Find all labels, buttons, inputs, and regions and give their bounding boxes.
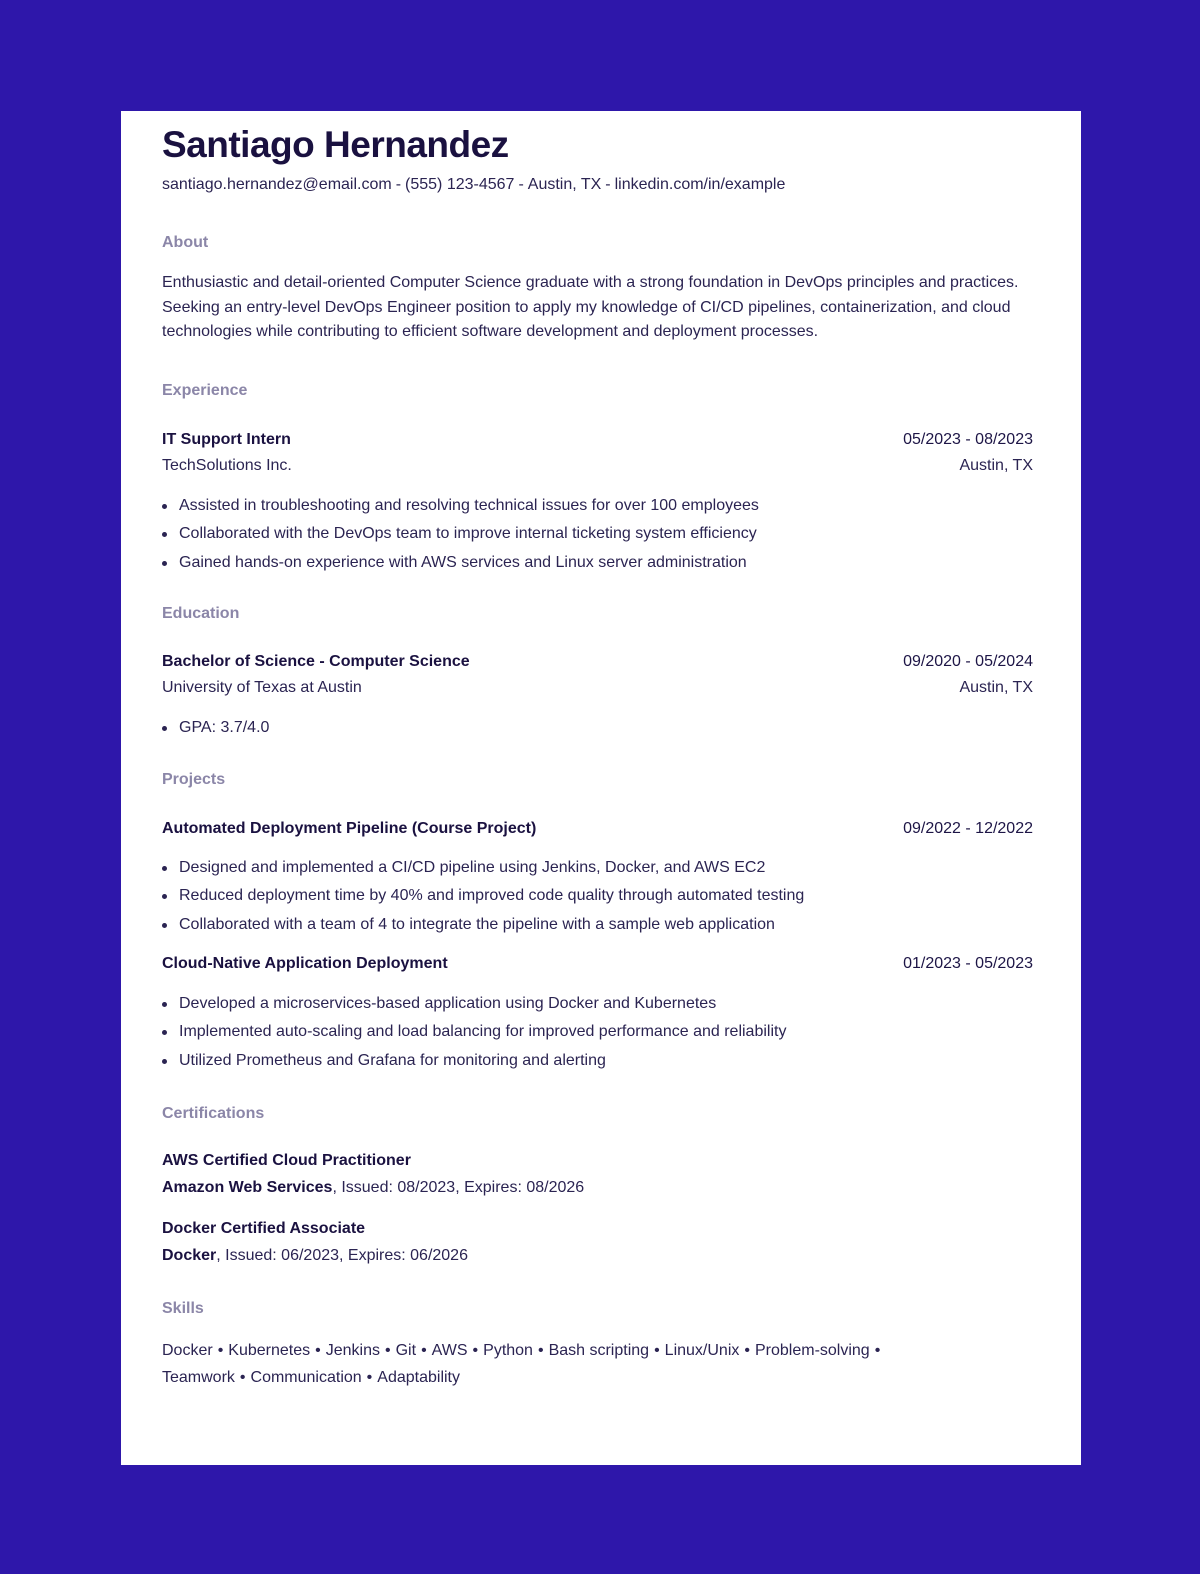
list-item: Collaborated with a team of 4 to integrate the pipeline with a sample web application <box>162 914 1033 936</box>
location: Austin, TX <box>527 176 602 193</box>
certification-details-line <box>162 1245 1033 1267</box>
skill-tag: Bash scripting <box>548 1341 650 1359</box>
list-item: Collaborated with the DevOps team to improve internal ticketing system efficiency <box>162 523 1033 545</box>
certification-issuer: Amazon Web Services <box>162 1178 333 1196</box>
education-bullets <box>162 717 1033 739</box>
certification-details: , Issued: 08/2023, Expires: 08/2026 <box>332 1178 585 1196</box>
skill-tag: Kubernetes <box>228 1341 311 1359</box>
project-dates: 09/2022 - 12/2022 <box>903 819 1033 837</box>
list-item: Reduced deployment time by 40% and improved code quality through automated testing <box>162 885 1033 907</box>
company-name: TechSolutions Inc. <box>162 456 292 474</box>
certifications-heading: Certifications <box>162 1104 265 1122</box>
school-location: Austin, TX <box>959 678 1033 696</box>
certification-issuer: Docker <box>162 1246 217 1264</box>
phone-number: (555) 123-4567 <box>405 176 515 193</box>
list-item: Utilized Prometheus and Grafana for monitoring and alerting <box>162 1050 1033 1072</box>
certification-name: AWS Certified Cloud Practitioner <box>162 1151 411 1169</box>
degree: Bachelor of Science - Computer Science <box>162 652 470 670</box>
project-name: Cloud-Native Application Deployment <box>162 954 448 972</box>
about-text: Enthusiastic and detail-oriented Computer Science graduate with a strong foundation in DevOps principles and practices. Seeking an entry-level DevOps Engineer position to apply my knowledge of CI/CD pipelines, containerization, and cloud technologies while contributing to efficient software development and deployment processes. <box>162 274 1019 340</box>
certification-entry <box>162 1218 1033 1267</box>
skill-separator: • <box>421 1341 427 1359</box>
skill-separator: • <box>874 1341 881 1359</box>
skills-heading: Skills <box>162 1299 204 1317</box>
education-dates: 09/2020 - 05/2024 <box>903 652 1033 670</box>
skill-tag: Jenkins <box>325 1341 380 1359</box>
school-name: University of Texas at Austin <box>162 678 362 696</box>
list-item: GPA: 3.7/4.0 <box>162 717 1033 739</box>
contact-separator: - <box>605 176 611 193</box>
contact-line <box>162 174 1033 196</box>
skill-tag: Python <box>483 1341 533 1359</box>
job-title: IT Support Intern <box>162 430 291 448</box>
skill-separator: • <box>472 1341 479 1359</box>
skill-separator: • <box>537 1341 544 1359</box>
email-link[interactable]: santiago.hernandez@email.com <box>162 176 392 193</box>
projects-heading: Projects <box>162 770 226 788</box>
job-location: Austin, TX <box>959 456 1033 474</box>
skill-tag: Git <box>395 1341 417 1359</box>
certification-name: Docker Certified Associate <box>162 1219 366 1237</box>
skill-separator: • <box>366 1368 373 1386</box>
project-entry <box>162 953 1033 1072</box>
resume-page <box>121 111 1081 1465</box>
linkedin-link[interactable]: linkedin.com/in/example <box>614 176 786 193</box>
experience-entry <box>162 429 1033 574</box>
certification-details-line <box>162 1177 1033 1199</box>
experience-heading: Experience <box>162 381 248 399</box>
certification-details: , Issued: 06/2023, Expires: 06/2026 <box>216 1246 468 1264</box>
skill-tag: Teamwork <box>162 1368 235 1386</box>
skills-line <box>162 1364 1033 1391</box>
contact-separator: - <box>518 176 524 193</box>
contact-separator: - <box>395 176 402 193</box>
project-bullets <box>162 857 1033 936</box>
list-item: Gained hands-on experience with AWS services and Linux server administration <box>162 552 1033 574</box>
skill-separator: • <box>654 1341 660 1359</box>
skill-separator: • <box>217 1341 224 1359</box>
skill-tag: Communication <box>250 1368 362 1386</box>
certification-entry <box>162 1150 1033 1199</box>
skills-line <box>162 1337 1033 1364</box>
skill-tag: Problem-solving <box>754 1341 870 1359</box>
project-bullets <box>162 993 1033 1072</box>
skill-separator: • <box>315 1341 321 1359</box>
skill-tag: Adaptability <box>377 1368 460 1386</box>
skill-separator: • <box>239 1368 246 1386</box>
candidate-name: Santiago Hernandez <box>162 124 509 165</box>
skill-tag: Linux/Unix <box>664 1341 740 1359</box>
about-heading: About <box>162 234 209 251</box>
skills-list <box>162 1337 1033 1391</box>
list-item: Implemented auto-scaling and load balancing for improved performance and reliability <box>162 1021 1033 1043</box>
skill-tag: Docker <box>162 1341 213 1359</box>
list-item: Designed and implemented a CI/CD pipeline using Jenkins, Docker, and AWS EC2 <box>162 857 1033 879</box>
project-dates: 01/2023 - 05/2023 <box>903 954 1033 972</box>
job-dates: 05/2023 - 08/2023 <box>903 430 1033 448</box>
experience-bullets <box>162 495 1033 574</box>
project-name: Automated Deployment Pipeline (Course Project) <box>162 819 537 837</box>
list-item: Developed a microservices-based application using Docker and Kubernetes <box>162 993 1033 1015</box>
education-entry <box>162 651 1033 739</box>
project-entry <box>162 818 1033 936</box>
list-item: Assisted in troubleshooting and resolving technical issues for over 100 employees <box>162 495 1033 517</box>
skill-separator: • <box>744 1341 750 1359</box>
skill-separator: • <box>385 1341 391 1359</box>
skill-tag: AWS <box>431 1341 468 1359</box>
education-heading: Education <box>162 604 240 622</box>
